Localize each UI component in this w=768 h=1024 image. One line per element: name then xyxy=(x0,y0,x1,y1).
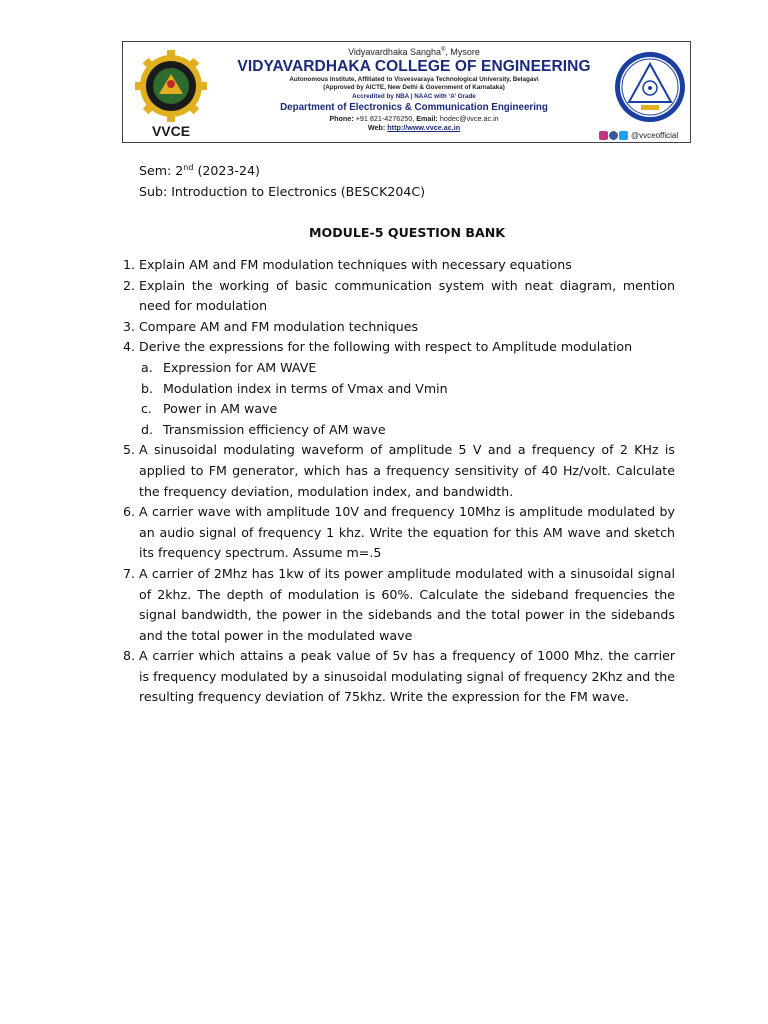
question-text: Compare AM and FM modulation techniques xyxy=(139,318,419,334)
question-number: 1. xyxy=(122,257,135,272)
sub-question-number: b. xyxy=(141,380,153,396)
sangha-name: Vidyavardhaka Sangha xyxy=(348,47,441,57)
email-label: Email: xyxy=(416,114,438,123)
department-seal xyxy=(613,50,687,128)
question-number: 6. xyxy=(122,504,135,520)
sub-question-item xyxy=(139,379,675,400)
sub-question-number: c. xyxy=(141,401,152,417)
sub-question-number: a. xyxy=(141,359,153,375)
department-name: Department of Electronics & Communication Engineering xyxy=(280,102,548,113)
page-title: MODULE-5 QUESTION BANK xyxy=(308,225,506,240)
document-body xyxy=(122,160,675,708)
question-text: Explain the working of basic communication system with neat diagram, mention need for modulation xyxy=(139,277,675,314)
question-text: Derive the expressions for the following with respect to Amplitude modulation xyxy=(139,339,633,355)
sub-question-item xyxy=(139,399,675,420)
question-number: 2. xyxy=(122,277,135,293)
question-item xyxy=(122,564,675,646)
question-text: Explain AM and FM modulation techniques with necessary equations xyxy=(139,257,572,272)
accreditation-line: Accredited by NBA | NAAC with ‘A’ Grade xyxy=(352,93,476,100)
vvce-logo xyxy=(131,48,211,138)
sub-question-text: Transmission efficiency of AM wave xyxy=(163,421,386,437)
question-item xyxy=(122,337,675,440)
sub-question-text: Modulation index in terms of Vmax and Vmin xyxy=(163,380,448,396)
web-label: Web: xyxy=(367,123,386,132)
website-link[interactable]: http://www.vvce.ac.in xyxy=(387,123,461,132)
registered-mark: ® xyxy=(440,47,446,53)
letterhead-text xyxy=(218,42,610,132)
question-item xyxy=(122,276,675,317)
sangha-line xyxy=(218,45,610,58)
question-text: A carrier wave with amplitude 10V and frequency 10Mhz is amplitude modulated by an audio signal of frequency 1 khz. Write the equation for this AM wave and sketch its frequency spectrum. Assume m=.5 xyxy=(139,504,675,561)
affiliation-line: Autonomous Institute, Affiliated to Visvesvaraya Technological University, Belagavi xyxy=(289,76,539,83)
social-handle[interactable]: @vvceofficial xyxy=(631,131,679,140)
question-item xyxy=(122,440,675,502)
sub-question-text: Power in AM wave xyxy=(163,401,278,417)
phone-number: +91 821-4276250, xyxy=(355,114,415,123)
contact-line xyxy=(218,114,610,123)
phone-label: Phone: xyxy=(329,114,354,123)
instagram-icon[interactable] xyxy=(599,131,608,140)
question-number: 5. xyxy=(122,442,135,458)
approval-line: (Approved by AICTE, New Delhi & Government of Karnataka) xyxy=(323,84,505,91)
web-line xyxy=(218,123,610,132)
semester-suffix-sup: nd xyxy=(183,162,194,172)
sub-question-item xyxy=(139,420,675,441)
question-item xyxy=(122,646,675,708)
twitter-icon[interactable] xyxy=(619,131,628,140)
question-list xyxy=(122,255,675,708)
question-number: 3. xyxy=(122,318,135,334)
question-item xyxy=(122,317,675,338)
question-number: 7. xyxy=(122,565,135,581)
sub-question-item xyxy=(139,358,675,379)
letterhead xyxy=(122,41,691,143)
sub-question-number: d. xyxy=(141,421,153,437)
semester-line xyxy=(139,160,675,181)
question-number: 4. xyxy=(122,339,135,355)
question-number: 8. xyxy=(122,648,135,664)
question-text: A carrier of 2Mhz has 1kw of its power amplitude modulated with a sinusoidal signal of 2khz. The depth of modulation is 60%. Calculate the sideband frequencies the signal bandwidth, the power in the sidebands and the total power in the sidebands and the total power in the modulated wave xyxy=(139,565,675,643)
college-name: VIDYAVARDHAKA COLLEGE OF ENGINEERING xyxy=(237,58,591,75)
semester-year: (2023-24) xyxy=(193,163,260,178)
sangha-place: , Mysore xyxy=(445,47,480,57)
question-text: A sinusoidal modulating waveform of amplitude 5 V and a frequency of 2 KHz is applied to FM generator, which has a frequency sensitivity of 40 Hz/volt. Calculate the frequency deviation, modulation index, and bandwidth. xyxy=(139,442,675,499)
subject-line: Sub: Introduction to Electronics (BESCK204C) xyxy=(139,184,426,199)
sub-question-list xyxy=(139,358,675,440)
email-address[interactable]: hodec@vvce.ac.in xyxy=(439,114,499,123)
question-item xyxy=(122,502,675,564)
question-text: A carrier which attains a peak value of 5v has a frequency of 1000 Mhz. the carrier is frequency modulated by a sinusoidal modulating signal of frequency 2Khz and the resulting frequency deviation of 75khz. Write the expression for the FM wave. xyxy=(139,648,675,705)
semester-prefix: Sem: 2 xyxy=(139,163,184,178)
question-item xyxy=(122,255,675,276)
facebook-icon[interactable] xyxy=(609,131,618,140)
sub-question-text: Expression for AM WAVE xyxy=(163,359,317,375)
social-links xyxy=(599,131,678,140)
logo-text: VVCE xyxy=(151,123,191,138)
